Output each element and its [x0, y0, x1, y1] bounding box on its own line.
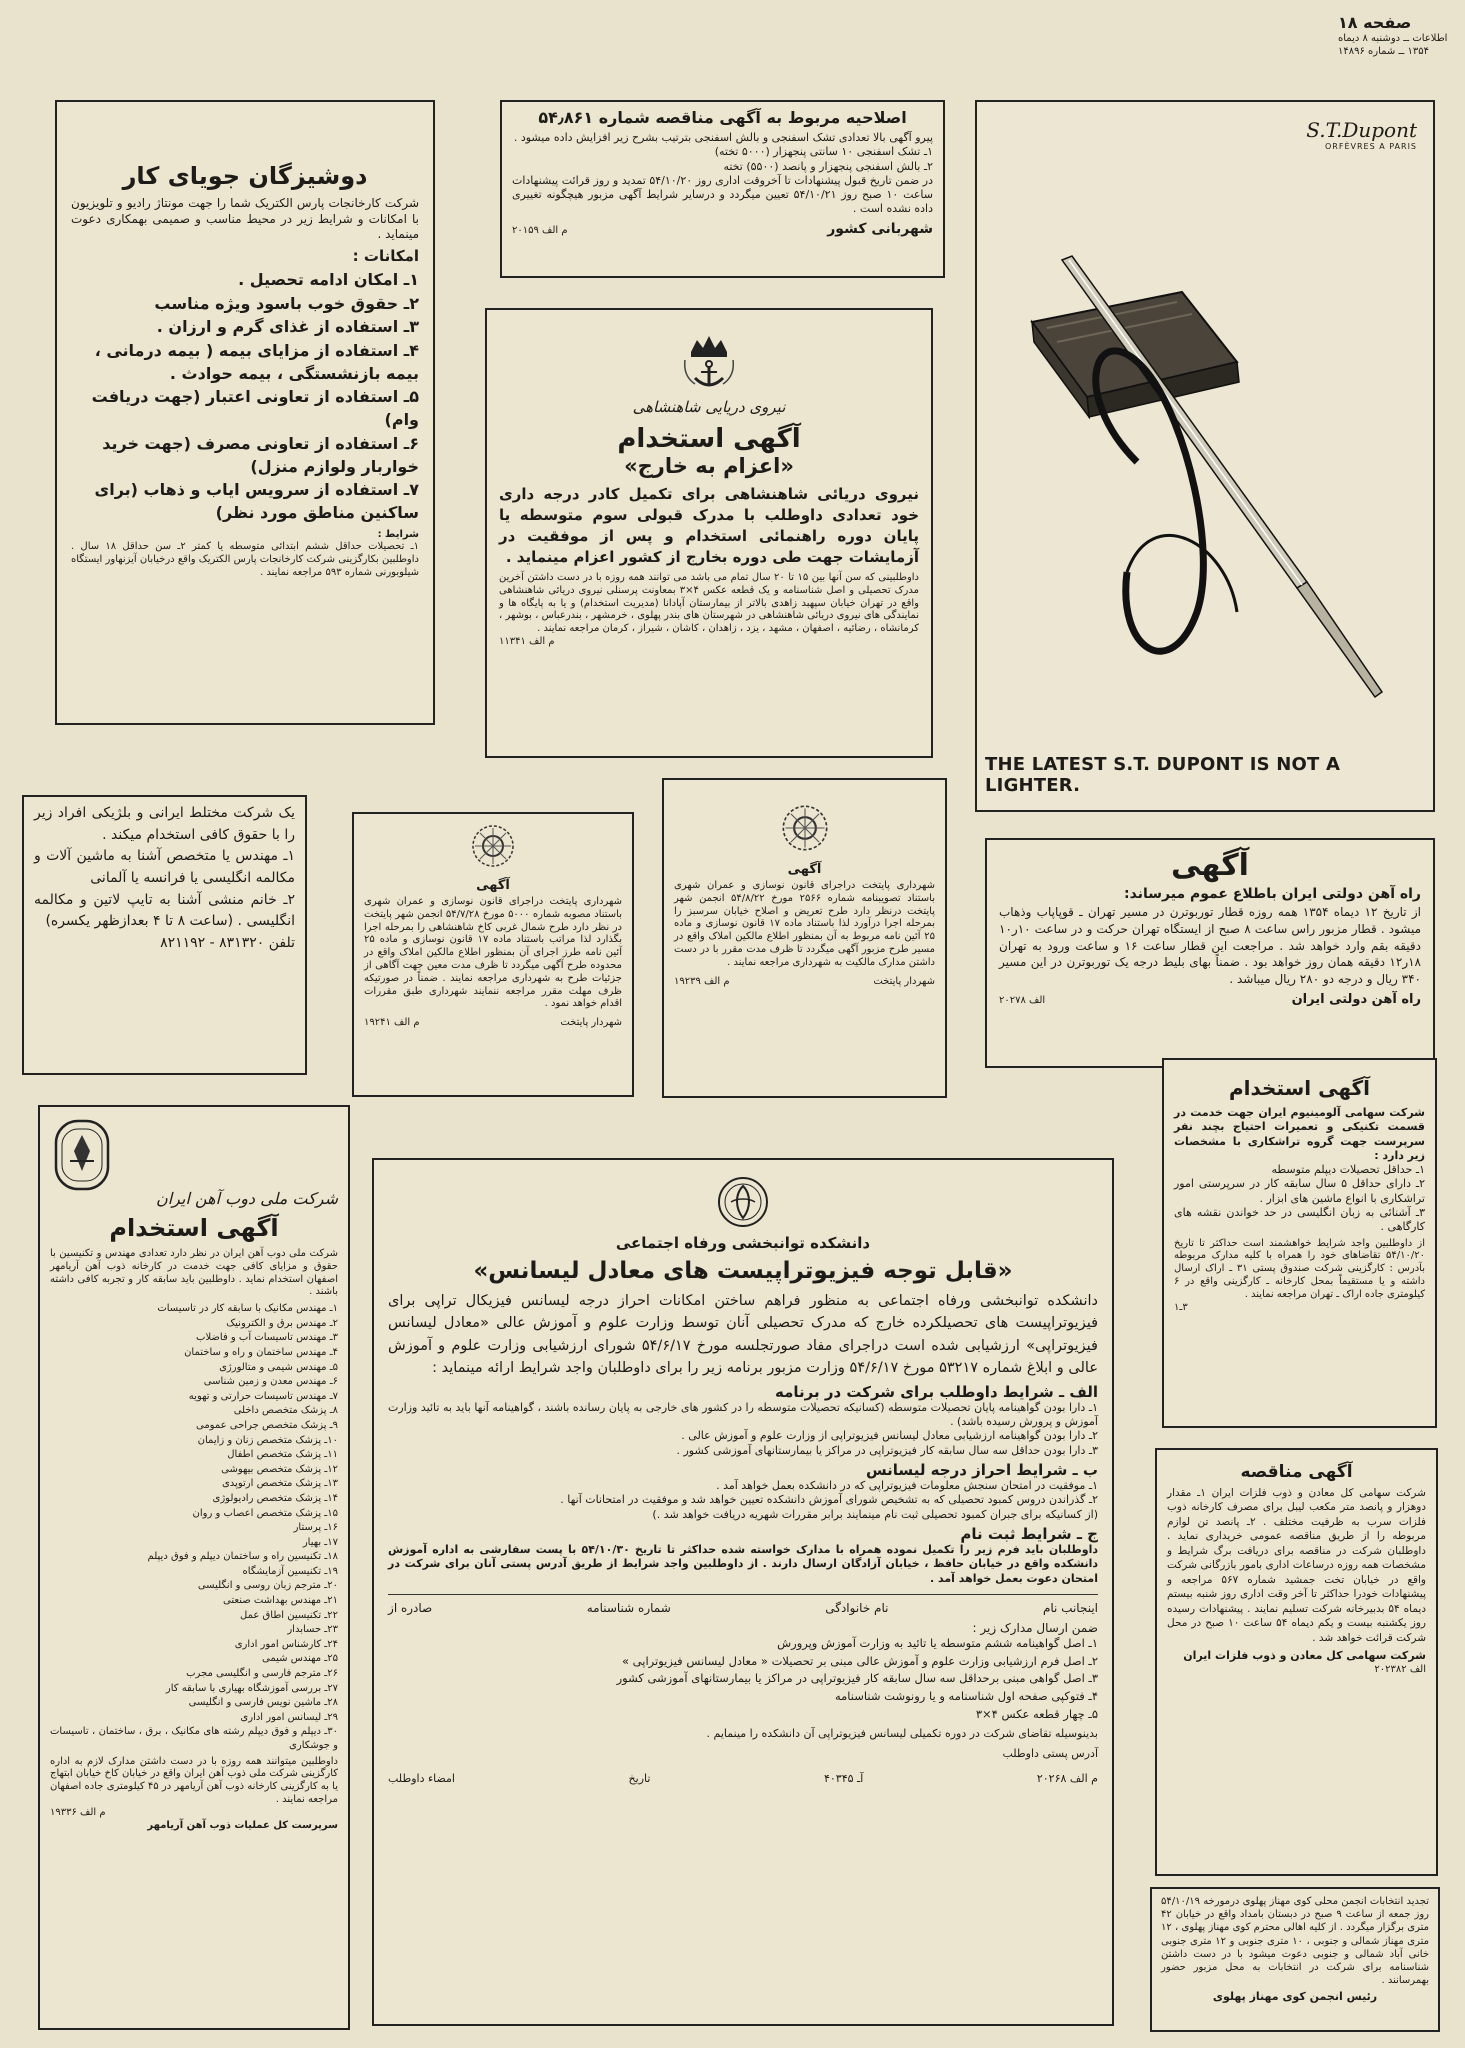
- physio-emblem-text: دانشکده توانبخشی ورفاه اجتماعی: [615, 1234, 871, 1252]
- navy-ad-title: آگهی استخدام: [617, 424, 801, 454]
- form-item: ۵ـ چهار قطعه عکس ۴×۳: [975, 1707, 1098, 1722]
- physio-b-item: ۲ـ گذراندن دروس کمبود تحصیلی که به تشخیص شورای آموزش دانشکده تعیین خواهد شد و موفقیت در امتحانات آنها .: [560, 1493, 1098, 1507]
- girls-ad-item: ۲ـ حقوق خوب باسود ویژه مناسب: [154, 293, 419, 313]
- steel-ad-item: ۲۹ـ لیسانس امور اداری: [240, 1711, 338, 1723]
- steel-ad-item: ۷ـ مهندس تاسیسات حرارتی و تهویه: [188, 1390, 338, 1402]
- faculty-emblem-icon: [715, 1174, 771, 1230]
- correction-signature: شهربانی کشور: [827, 220, 933, 237]
- page-number: صفحه ۱۸: [1338, 13, 1412, 32]
- form-attach-label: ضمن ارسال مدارک زیر :: [972, 1620, 1098, 1635]
- form-name-label: اینجانب نام: [1042, 1600, 1098, 1615]
- belgian-ad-phone: تلفن ۸۳۱۳۲۰ - ۸۲۱۱۹۲: [160, 935, 295, 952]
- muni1-ref: م الف ۱۹۲۴۱: [364, 1017, 420, 1029]
- muni1-body: شهرداری پایتخت دراجرای قانون نوسازی و عمران شهری باستناد مصوبه شماره ۵۰۰۰ مورخ ۵۴/۷/۲۸ انجمن شهر پایتخت در نظر دارد طرح شمال غربی کاخ شاهنشاهی را بمرحله اجرا بگذارد لذا مراتب باستناد ماده ۱۷ قانون نوسازی و ماده ۲۵ آئین نامه طرز اجرای آن بمنظور اطلاع مالکین املاک واقع در محدوده طرح آگهی میگردد تا ظرف مدت معین جهت آگاهی از جزئیات طرح به شهرداری مراجعه نمایند . ضمناً در صورتیکه ظرف مهلت مقرر مراجعه ننمایند شهرداری طبق مقررات اقدام خواهد نمود .: [364, 896, 622, 1010]
- form-request: بدینوسیله تقاضای شرکت در دوره تکمیلی لیسانس فیزیوتراپی آن دانشکده را مینمایم .: [706, 1726, 1098, 1740]
- alum-ad-title: آگهی استخدام: [1228, 1076, 1371, 1100]
- steel-ad-item: ۱۶ـ پرستار: [293, 1522, 338, 1534]
- girls-job-ad: [55, 100, 435, 725]
- steel-ad-signature: سرپرست کل عملیات ذوب آهن آریامهر: [147, 1819, 338, 1831]
- steel-ad-item: ۶ـ مهندس معدن و زمین شناسی: [203, 1376, 338, 1388]
- physio-a-item: ۳ـ دارا بودن حداقل سه سال سابقه کار فیزیوتراپی در مراکز یا بیمارستانهای آموزشی کشور .: [676, 1443, 1098, 1457]
- navy-crown-anchor-icon: [679, 332, 739, 390]
- correction-ref: م الف ۲۰۱۵۹: [512, 224, 568, 236]
- navy-ad-subtitle: «اعزام به خارج»: [624, 454, 794, 478]
- masthead: [1338, 14, 1456, 59]
- steel-ad-item: ۱۸ـ تکنیسین راه و ساختمان دیپلم و فوق دیپلم: [147, 1551, 338, 1563]
- steel-ad-item: ۲۳ـ حسابدار: [287, 1624, 338, 1636]
- belgian-ad-intro: یک شرکت مختلط ایرانی و بلژیکی افراد زیر را با حقوق کافی استخدام میکند .: [34, 805, 295, 843]
- girls-ad-item: ۳ـ استفاده از غذای گرم و ارزان .: [156, 317, 419, 337]
- steel-ad-item: ۳ـ مهندس تاسیسات آب و فاضلاب: [196, 1332, 338, 1344]
- masthead-date: اطلاعات ــ دوشنبه ۸ دیماه: [1338, 32, 1448, 44]
- correction-line-2: ۱ـ تشک اسفنجی ۱۰ سانتی پنجهزار (۵۰۰۰ تخته): [714, 145, 933, 159]
- form-id-label: شماره شناسنامه: [586, 1600, 671, 1615]
- railway-heading: راه آهن دولتی ایران باطلاع عموم میرساند:: [1124, 886, 1421, 902]
- physio-c-text: داوطلبان باید فرم زیر را تکمیل نموده همراه با مدارک خواسته شده حداکثر تا تاریخ ۵۴/۱۰/۳۰ با پست سفارشی به اداره آموزش دانشکده واقع در خیابان حافظ ، خیابان آزادگان ارسال دارند . از داوطلبین واجد شرایط از طریق آدرس پستی آنان برای شرکت در امتحان دعوت بعمل خواهد آمد .: [388, 1542, 1099, 1585]
- tender-title: آگهی مناقصه: [1240, 1462, 1353, 1482]
- steel-ad-item: ۱۴ـ پزشک متخصص رادیولوژی: [212, 1492, 338, 1504]
- girls-ad-item: ۱ـ امکان ادامه تحصیل .: [238, 269, 419, 289]
- steel-ad-item: ۵ـ مهندس شیمی و متالورژی: [219, 1361, 338, 1373]
- dupont-brand: S.T.Dupont: [1306, 118, 1417, 142]
- tender-ref: الف ۲۰۲۳۸۲: [1374, 1663, 1426, 1675]
- girls-ad-item: ۴ـ استفاده از مزایای بیمه ( بیمه درمانی ، بیمه بازنشستگی ، بیمه حوادث .: [94, 340, 419, 383]
- election-notice: [1150, 1887, 1440, 2032]
- form-date-label: تاریخ: [628, 1771, 651, 1785]
- physio-section-b: ب ـ شرایط احراز درجه لیسانس: [865, 1461, 1098, 1480]
- physio-note: (از کسانیکه برای جبران کمبود تحصیلی ثبت نام مینمایند برابر مقررات شهریه دریافت خواهد شد .): [652, 1507, 1098, 1521]
- steel-ad-item: ۲ـ مهندس برق و الکترونیک: [226, 1317, 338, 1329]
- physiotherapy-notice: [372, 1158, 1114, 2026]
- muni2-title: آگهی: [787, 862, 822, 877]
- girls-ad-item: ۶ـ استفاده از تعاونی مصرف (جهت خرید خواربار ولوازم منزل): [102, 433, 419, 476]
- physio-a-item: ۲ـ دارا بودن گواهینامه ارزشیابی معادل لیسانس فیزیوتراپی از وزارت علوم و آموزش عالی .: [681, 1429, 1098, 1443]
- navy-ad-ref: م الف ۱۱۳۴۱: [499, 635, 555, 647]
- steel-ad-item: ۲۴ـ کارشناس امور اداری: [234, 1638, 338, 1650]
- alum-ad-item: ۳ـ آشنائی به زبان انگلیسی در حد خواندن نقشه های کارگاهی .: [1174, 1206, 1425, 1234]
- dupont-brand-sub: ORFÈVRES A PARIS: [1324, 142, 1417, 151]
- physio-ref-2: آـ ۴۰۳۴۵: [823, 1771, 864, 1785]
- girls-ad-item: ۷ـ استفاده از سرویس ایاب و ذهاب (برای ساکنین مناطق مورد نظر): [94, 480, 419, 522]
- alum-ad-body: شرکت سهامی آلومینیوم ایران جهت خدمت در قسمت تکنیکی و تعمیرات احتیاج بچند نفر سرپرست جهت گروه تراشکاری با مشخصات زیر دارد :: [1174, 1106, 1425, 1162]
- steel-ad-item: ۱۷ـ بهیار: [302, 1536, 338, 1548]
- alum-ad-ref: ۳ـ۱: [1174, 1301, 1188, 1313]
- railway-signature: راه آهن دولتی ایران: [1291, 991, 1421, 1007]
- steel-ad-item: ۲۷ـ بررسی آموزشگاه بهیاری با سابقه کار: [165, 1682, 338, 1694]
- aluminium-job-ad: [1162, 1058, 1437, 1428]
- dupont-logo: [1306, 118, 1417, 151]
- form-sign-label: امضاء داوطلب: [388, 1771, 455, 1785]
- alum-ad-item: ۲ـ دارای حداقل ۵ سال سابقه کار در سرپرستی امور تراشکاری با انواع ماشین های ابزار .: [1174, 1177, 1425, 1205]
- steel-ad-item: ۱۲ـ پزشک متخصص بیهوشی: [221, 1463, 338, 1475]
- navy-emblem-text: نیروی دریایی شاهنشاهی: [632, 398, 786, 416]
- steel-ad-footer: داوطلبین میتوانند همه روزه با در دست داشتن مدارک لازم به اداره کارگزینی شرکت ملی ذوب آهن ایران واقع در خیابان کاخ خیابان ابتهاج یا به کارگزینی کارخانه ذوب آهن آریامهر در ۴۵ کیلومتری جاده اصفهان مراجعه نمایند .: [50, 1755, 338, 1805]
- form-item: ۳ـ اصل گواهی مبنی برحداقل سه سال سابقه کار فیزیوتراپی در مراکز یا بیمارستانهای آموزشی کشور: [616, 1671, 1098, 1686]
- municipality-notice-2: [662, 778, 947, 1098]
- belgian-ad-item: ۱ـ مهندس یا متخصص آشنا به ماشین آلات و مکالمه انگلیسی یا فرانسه یا آلمانی: [34, 848, 295, 887]
- railway-ref: الف ۲۰۲۷۸: [999, 994, 1046, 1006]
- steel-ad-item: ۲۲ـ تکنیسین اطاق عمل: [240, 1609, 338, 1621]
- pen-and-lighter-illustration: [977, 252, 1433, 722]
- election-body: تجدید انتخابات انجمن محلی کوی مهناز پهلوی درمورخه ۵۴/۱۰/۱۹ روز جمعه از ساعت ۹ صبح در دبستان بامداد واقع در خیابان ۴۲ متری برگزار میگردد . از کلیه اهالی محترم کوی مهناز پهلوی ، ۱۲ متری مهناز شمالی و جنوبی ، ۱۰ متری جنوبی و ۱۲ متری جنوبی خانی آباد شمالی و جنوبی دعوت میشود با در دست داشتن شناسنامه برای شرکت در انتخابات به محل مزبور حضور بهمرسانند .: [1161, 1896, 1429, 1987]
- steel-ad-item: ۲۱ـ مهندس بهداشت صنعتی: [223, 1595, 338, 1607]
- girls-ad-intro: شرکت کارخانجات پارس الکتریک شما را جهت مونتاژ رادیو و تلویزیون با امکانات و شرایط زیر در محیط مناسب و صمیمی بهمکاری دعوت مینماید .: [71, 196, 419, 242]
- tender-body: شرکت سهامی کل معادن و ذوب فلزات ایران ۱ـ مقدار دوهزار و پانصد متر مکعب لیبل برای مصرف کارخانه ذوب فلزات سرب به ظرفیت مختلف . ۲ـ پانصد تن لوازم مربوطه را از طریق مناقصه عمومی خریداری نماید . داوطلبان شرکت در مناقصه برای دریافت برگ شرایط و مشخصات همه روزه درساعات اداری بامور بازرگانی شرکت واقع در خیابان تخت جمشید شماره ۵۶۷ مراجعه و پیشنهادات خودرا حداکثر تا آخر وقت اداری روز شنبه بیستم دیماه ۵۴ بدبیرخانه شرکت تسلیم نمایند . پیشنهادات رسیده روز یکشنبه بیست و یکم دیماه ۵۴ ساعت ۱۰ صبح در محل شرکت قرائت خواهد شد .: [1167, 1487, 1427, 1644]
- girls-ad-item: ۵ـ استفاده از تعاونی اعتبار (جهت دریافت وام): [91, 387, 419, 430]
- dupont-tagline: THE LATEST S.T. DUPONT IS NOT A LIGHTER.: [985, 754, 1341, 796]
- municipality-emblem-icon: [779, 802, 831, 854]
- steel-ad-item: ۱ـ مهندس مکانیک با سابقه کار در تاسیسات: [157, 1303, 338, 1315]
- correction-title: اصلاحیه مربوط به آگهی مناقصه شماره ۵۴٫۸۶۱: [538, 108, 907, 127]
- physio-title: «قابل توجه فیزیوتراپیست های معادل لیسانس»: [473, 1258, 1013, 1284]
- steel-ad-item: ۴ـ مهندس ساختمان و راه و ساختمان: [184, 1346, 338, 1358]
- alum-ad-footer: از داوطلبین واجد شرایط خواهشمند است حداکثر تا تاریخ ۵۴/۱۰/۲۰ تقاضاهای خود را همراه با کلیه مدارک مربوطه بآدرس : کارگزینی شرکت صندوق پستی ۳۱ ـ اراک ارسال داشته و یا مستقیماً بمحل کارخانه ـ کارگزینی واقع در ۶ کیلومتری جاده اراک ـ تهران مراجعه نمایند .: [1174, 1237, 1425, 1300]
- belgian-ad-item: ۲ـ خانم منشی آشنا به تایپ لاتین و مکالمه انگلیسی . (ساعت ۸ تا ۴ بعدازظهر یکسره): [34, 891, 295, 930]
- physio-ref: م الف ۲۰۲۶۸: [1036, 1771, 1098, 1785]
- form-item: ۴ـ فتوکپی صفحه اول شناسنامه و یا رونوشت شناسنامه: [834, 1689, 1098, 1704]
- form-family-label: نام خانوادگی: [825, 1600, 889, 1615]
- physio-a-item: ۱ـ دارا بودن گواهینامه پایان تحصیلات متوسطه (کسانیکه تحصیلات متوسطه را در کشور های خارجی به پایان رسانده باشند ، گواهینامه آنها باید به تائید وزارت آموزش و پرورش رسیده باشد) .: [388, 1400, 1098, 1429]
- correction-line-3: ۲ـ بالش اسفنجی پنجهزار و پانصد (۵۵۰۰) تخته: [723, 159, 933, 173]
- alum-ad-item: ۱ـ حداقل تحصیلات دیپلم متوسطه: [1271, 1163, 1425, 1177]
- steel-company-name: شرکت ملی دوب آهن ایران: [155, 1189, 338, 1208]
- masthead-issue: ۱۳۵۴ ــ شماره ۱۴۸۹۶: [1338, 46, 1430, 58]
- steel-ad-item: ۲۰ـ مترجم زبان روسی و انگلیسی: [197, 1580, 338, 1592]
- muni1-title: آگهی: [476, 878, 510, 893]
- girls-ad-conditions-title: شرایط :: [377, 528, 419, 540]
- muni2-ref: م الف ۱۹۲۳۹: [674, 975, 730, 987]
- navy-ad-body: داوطلبینی که سن آنها بین ۱۵ تا ۲۰ سال تمام می باشد می توانند همه روزه با در دست داشتن آخرین مدرک تحصیلی و اصل شناسنامه و یک قطعه عکس ۴×۳ بمعاونت پرسنلی نیروی دریائی شاهنشاهی واقع در تهران خیابان سپهبد زاهدی بالاتر از بیمارستان آپادانا (مدیریت استخدام) و یا به پایگاه ها و نمایندگی های نیروی دریائی شاهنشاهی در شهرستان های بندر پهلوی ، خرمشهر ، بندرعباس ، بوشهر ، کرمانشاه ، رضائیه ، اصفهان ، مشهد ، یزد ، زاهدان ، کاشان ، شیراز ، کرمان مراجعه نمایند .: [499, 572, 920, 635]
- form-issued-label: صادره از: [388, 1600, 433, 1615]
- municipality-emblem-icon: [469, 822, 517, 870]
- company-emblem-icon: [50, 1115, 114, 1195]
- steel-ad-ref: م الف ۱۹۳۳۶: [50, 1806, 106, 1818]
- election-signature: رئیس انجمن کوی مهناز پهلوی: [1212, 1990, 1378, 2004]
- steel-ad-intro: شرکت ملی دوب آهن ایران در نظر دارد تعدادی مهندس و تکنیسین با حقوق و مزایای کافی جهت خدمت در کارخانه ذوب آهن آریامهر اصفهان استخدام نماید . داوطلبین باید سابقه کار و تجربه کافی داشته باشند .: [50, 1248, 338, 1298]
- form-item: ۱ـ اصل گواهینامه ششم متوسطه یا تائید به وزارت آموزش وپرورش: [777, 1635, 1098, 1650]
- railway-title: آگهی: [1171, 848, 1249, 883]
- steel-ad-list: [50, 1302, 338, 1752]
- steel-ad-item: ۱۵ـ پزشک متخصص اعصاب و روان: [192, 1507, 338, 1519]
- correction-line-1: پیرو آگهی بالا تعدادی تشک اسفنجی و بالش اسفنجی بترتیب بشرح زیر افزایش داده میشود .: [513, 131, 933, 144]
- steel-ad-item: ۲۶ـ مترجم فارسی و انگلیسی مجرب: [186, 1668, 338, 1680]
- steel-ad-item: ۱۳ـ پزشک متخصص ارتوپدی: [221, 1478, 338, 1490]
- navy-ad-headline: نیروی دریائی شاهنشاهی برای تکمیل کادر درجه داری خود تعدادی داوطلب با مدرک قبولی سوم متوسطه یا پایان دوره راهنمائی استخدام و پس از موفقیت در آزمایشات جهت طی دوره بخارج از کشور اعزام مینماید .: [499, 485, 919, 566]
- physio-application-form: [388, 1594, 1098, 1785]
- form-item: ۲ـ اصل فرم ارزشیابی وزارت علوم و آموزش عالی مبنی بر تحصیلات « معادل لیسانس فیزیوتراپی »: [621, 1653, 1098, 1668]
- steel-ad-item: ۲۸ـ ماشین نویس فارسی و انگلیسی: [188, 1697, 338, 1709]
- muni2-body: شهرداری پایتخت دراجرای قانون نوسازی و عمران شهری باستناد تصویبنامه شماره ۲۵۶۶ مورخ ۵۴/۸/۲۲ انجمن شهر پایتخت درنظر دارد طرح تعریض و اصلاح خیابان سرسبز را بمرحله اجرا درآورد لذا باستناد ماده ۱۷ قانون نوسازی و ماده ۲۵ آئین نامه مربوط به آن بمنظور اطلاع مالکین املاک واقع در مسیر طرح مزبور آگهی میگردد تا ظرف مدت مقرر با در دست داشتن مدارک مالکیت به شهرداری مراجعه نمایند .: [674, 880, 935, 968]
- physio-section-c: ج ـ شرایط ثبت نام: [960, 1524, 1098, 1543]
- dupont-ad: [975, 100, 1435, 812]
- muni2-signature: شهردار پایتخت: [873, 975, 935, 987]
- girls-ad-conditions: ۱ـ تحصیلات حداقل ششم ابتدائی متوسطه یا کمتر ۲ـ سن حداقل ۱۸ سال . داوطلبین بکارگزینی شرکت کارخانجات پارس الکتریک واقع درخیابان آیزنهاور ایستگاه شیلوبورنی شماره ۵۹۳ مراجعه نمایند .: [71, 541, 419, 579]
- steel-ad-item: ۳۰ـ دیپلم و فوق دیپلم رشته های مکانیک ، برق ، ساختمان ، تاسیسات و جوشکاری: [50, 1726, 338, 1751]
- tender-notice: [1155, 1448, 1438, 1876]
- tender-signature: شرکت سهامی کل معادن و ذوب فلزات ایران: [1183, 1649, 1426, 1663]
- steel-ad-item: ۲۵ـ مهندس شیمی: [262, 1653, 338, 1665]
- steel-ad-title: آگهی استخدام: [109, 1214, 279, 1242]
- girls-ad-title: دوشیزگان جویای کار: [122, 162, 368, 190]
- railway-notice: [985, 838, 1435, 1068]
- steel-ad-item: ۱۹ـ تکنیسین آزمایشگاه: [242, 1565, 338, 1577]
- municipality-notice-1: [352, 812, 634, 1097]
- navy-ad: [485, 308, 933, 758]
- belgian-company-ad: [22, 795, 307, 1075]
- form-address-label: آدرس پستی داوطلب: [1002, 1747, 1098, 1761]
- steel-ad-item: ۹ـ پزشک متخصص جراحی عمومی: [195, 1419, 338, 1431]
- physio-intro: دانشکده توانبخشی ورفاه اجتماعی به منظور فراهم ساختن امکانات احراز درجه لیسانس فیزیکال تراپی برای فیزیوتراپیست های تحصیلکرده خارج که مدرک تحصیلی آنان توسط وزارت علوم و آموزش عالی «معادل لیسانس فیزیوتراپی» ارزشیابی شده است دراجرای مفاد صورتجلسه مورخ ۵۴/۶/۱۷ شورای ارزشیابی وزارت علوم و آموزش عالی و ابلاغ شماره ۵۳۲۱۷ مورخ ۵۴/۶/۱۷ وزارت مزبور برنامه زیر را برای داوطلبان واجد شرایط ارائه مینماید :: [388, 1293, 1098, 1377]
- girls-ad-facilities-title: امکانات :: [352, 246, 419, 265]
- physio-section-a: الف ـ شرایط داوطلب برای شرکت در برنامه: [774, 1382, 1098, 1401]
- steel-ad-item: ۱۰ـ پزشک متخصص زنان و زایمان: [197, 1434, 338, 1446]
- physio-b-item: ۱ـ موفقیت در امتحان سنجش معلومات فیزیوتراپی که در دانشکده بعمل خواهد آمد .: [716, 1479, 1098, 1493]
- muni1-signature: شهردار پایتخت: [560, 1017, 622, 1029]
- steel-ad-item: ۱۱ـ پزشک متخصص اطفال: [227, 1449, 338, 1461]
- correction-line-4: در ضمن تاریخ قبول پیشنهادات تا آخروقت اداری روز ۵۴/۱۰/۲۰ تمدید و روز قرائت پیشنهادات ساعت ۱۰ صبح روز ۵۴/۱۰/۲۱ تعیین میگردد و درسایر شرایط آگهی مزبور هیچگونه تغییری داده نشده است .: [512, 173, 934, 216]
- steel-company-job-ad: [38, 1105, 350, 2030]
- railway-body: از تاریخ ۱۲ دیماه ۱۳۵۴ همه روزه قطار توربوترن در مسیر تهران ـ قوپاپاب وذهاب میشود . قطار مزبور راس ساعت ۸ صبح از ایستگاه تهران حرکت و در ساعت ۱۰ر۱۰ دقیقه بقم وارد خواهد شد . مراجعت این قطار ساعت ۱۶ و ساعت ورود به تهران ۱۸ر۱۲ دقیقه همان روز خواهد بود . ضمناً بهای بلیط درجه یک توربوترن در این مسیر ۳۴۰ ریال و درجه دو ۲۸۰ ریال میباشد .: [999, 905, 1421, 987]
- steel-ad-item: ۸ـ پزشک متخصص داخلی: [233, 1405, 338, 1417]
- correction-notice: [500, 100, 945, 278]
